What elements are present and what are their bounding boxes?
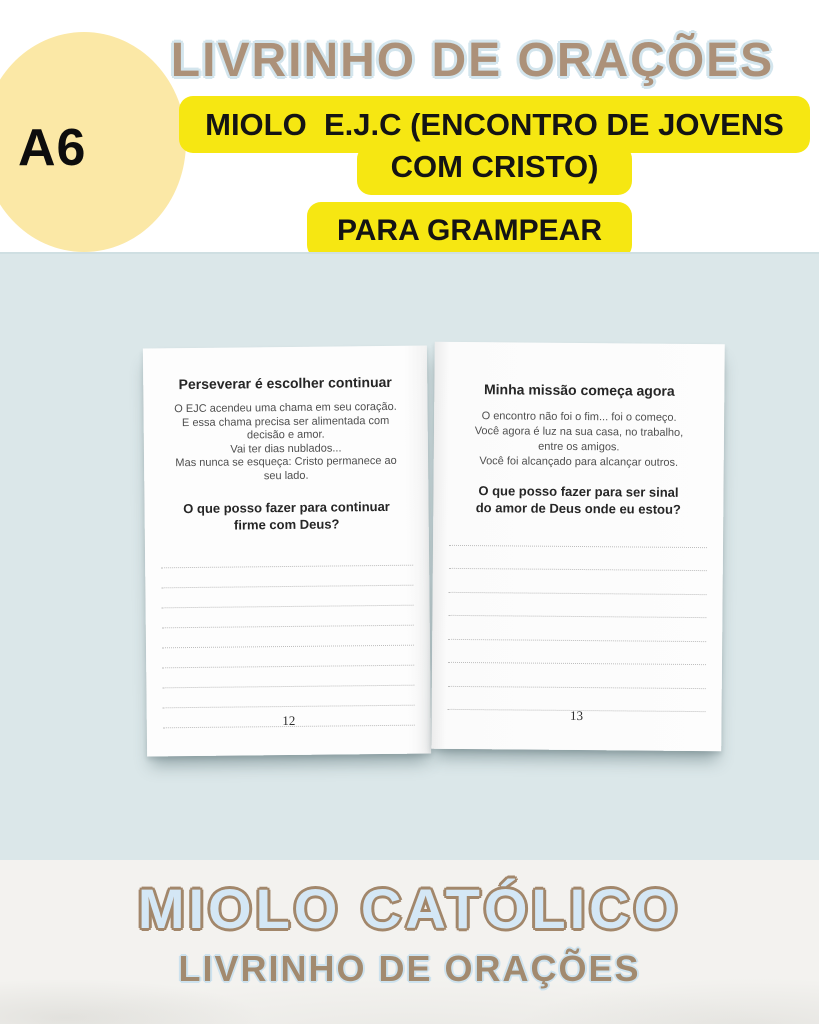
page-body-text: O EJC acendeu uma chama em seu coração. E essa chama precisa ser alimentada com decisão e amor. Vai ter dias nublados... Mas nunca se esqueça: Cristo permanece ao seu lado. [174, 400, 397, 482]
page-title: LIVRINHO DE ORAÇÕES [170, 34, 775, 87]
writing-line [448, 592, 706, 618]
subtitle-highlight-line2: COM CRISTO) [357, 145, 633, 195]
binding-tag: PARA GRAMPEAR [307, 202, 632, 259]
page-question: O que posso fazer para ser sinal do amor de Deus onde eu estou? [475, 483, 681, 517]
header-section [0, 0, 819, 252]
subtitle-highlight-line1: MIOLO E.J.C (ENCONTRO DE JOVENS [179, 96, 810, 153]
page-number: 12 [282, 712, 296, 729]
writing-line [449, 569, 707, 595]
writing-line [448, 639, 706, 665]
footer-section [0, 860, 819, 1024]
writing-line [162, 626, 414, 649]
writing-line [448, 663, 706, 689]
writing-line [448, 616, 706, 642]
writing-line [449, 522, 707, 548]
booklet-page-right [431, 342, 725, 752]
writing-line [161, 546, 413, 569]
writing-line [161, 566, 413, 589]
writing-line [162, 646, 414, 669]
booklet-page-left [143, 346, 431, 757]
brand-title: MIOLO CATÓLICO [137, 877, 682, 940]
brand-subtitle: LIVRINHO DE ORAÇÕES [178, 948, 641, 989]
subtitle-highlights [170, 96, 819, 259]
writing-line [162, 606, 414, 629]
writing-line [162, 686, 414, 709]
page-heading: Minha missão começa agora [483, 381, 675, 399]
booklet-spread [145, 343, 723, 759]
writing-line [449, 545, 707, 571]
writing-line [162, 666, 414, 689]
writing-lines-area [161, 546, 415, 729]
page-heading: Perseverar é escolher continuar [178, 373, 392, 393]
booklet-preview-section [0, 252, 819, 862]
page-question: O que posso fazer para continuar firme com Deus? [183, 498, 390, 533]
size-badge-label: A6 [18, 119, 87, 177]
writing-line [161, 586, 413, 609]
writing-lines-area [448, 522, 708, 712]
page-number: 13 [569, 707, 584, 724]
page-body-text: O encontro não foi o fim... foi o começo. Você agora é luz na sua casa, no trabalho, entre os amigos. Você foi alcançado para alcançar outros. [474, 410, 684, 469]
